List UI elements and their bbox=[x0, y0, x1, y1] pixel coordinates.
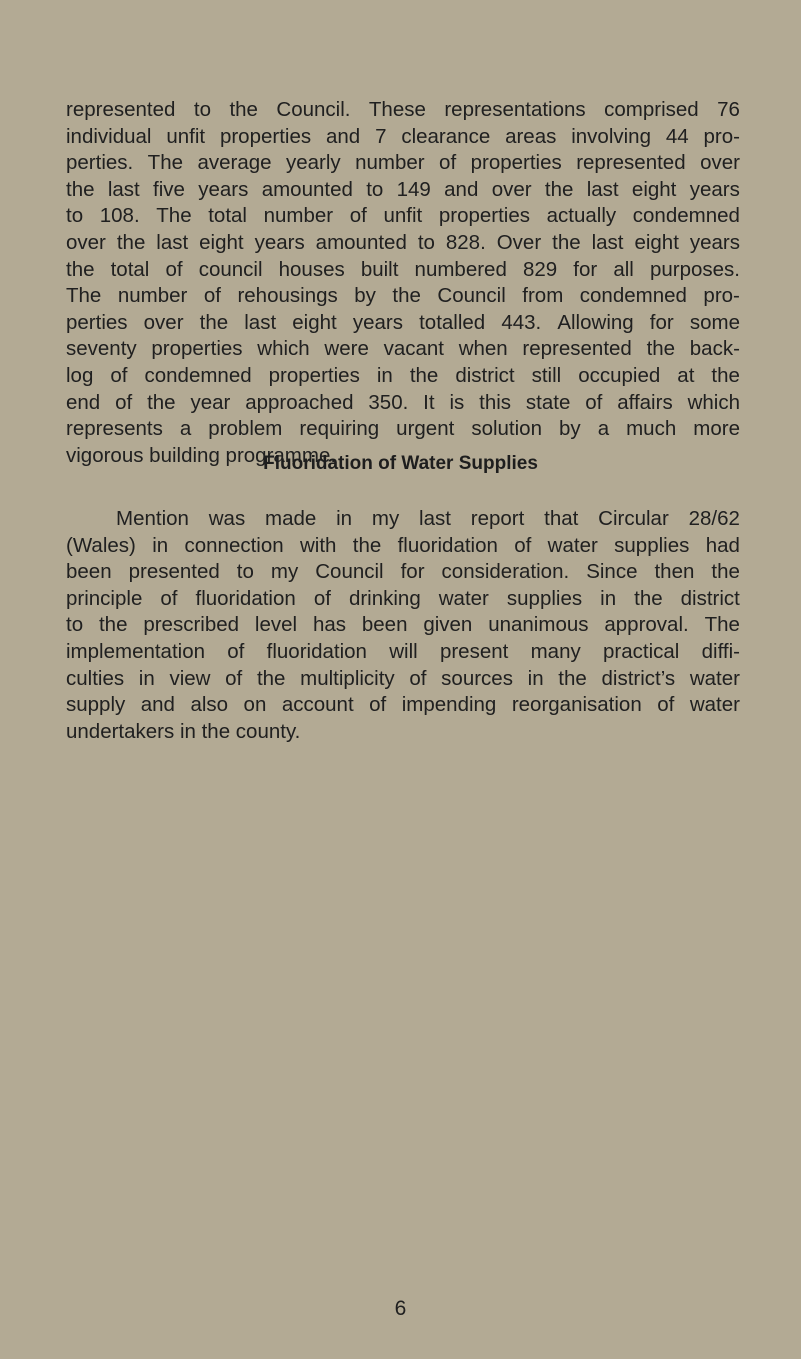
text-line: over the last eight years amounted to 828. Over the last eight years bbox=[66, 230, 740, 254]
text-line: Mention was made in my last report that Circular 28/62 bbox=[116, 507, 740, 530]
text-line: The number of rehousings by the Council from condemned pro- bbox=[66, 284, 740, 308]
text-line: perties. The average yearly number of properties represented over bbox=[66, 151, 740, 175]
text-line: seventy properties which were vacant when represented the back- bbox=[66, 337, 740, 361]
text-line: culties in view of the multiplicity of sources in the district’s water bbox=[66, 666, 740, 690]
text-line: represented to the Council. These representations comprised 76 bbox=[66, 98, 740, 121]
text-line: the total of council houses built numbered 829 for all purposes. bbox=[66, 257, 740, 281]
text-line: supply and also on account of impending reorganisation of water bbox=[66, 693, 740, 717]
text-line: implementation of fluoridation will present many practical diffi- bbox=[66, 639, 740, 663]
text-line: vigorous building programme. bbox=[66, 443, 337, 467]
text-line: to the prescribed level has been given unanimous approval. The bbox=[66, 613, 740, 637]
text-line: individual unfit properties and 7 clearance areas involving 44 pro- bbox=[66, 124, 740, 148]
body-paragraph-fluoridation bbox=[66, 506, 740, 745]
body-paragraph-housing bbox=[66, 97, 740, 469]
text-line: principle of fluoridation of drinking water supplies in the district bbox=[66, 586, 740, 610]
text-line: perties over the last eight years totalled 443. Allowing for some bbox=[66, 310, 740, 334]
text-line: been presented to my Council for consideration. Since then the bbox=[66, 560, 740, 584]
text-line: log of condemned properties in the district still occupied at the bbox=[66, 363, 740, 387]
text-line: (Wales) in connection with the fluoridation of water supplies had bbox=[66, 533, 740, 557]
page-number: 6 bbox=[394, 1297, 407, 1320]
section-heading: Fluoridation of Water Supplies bbox=[263, 453, 538, 474]
text-line: the last five years amounted to 149 and over the last eight years bbox=[66, 177, 740, 201]
text-line: represents a problem requiring urgent solution by a much more bbox=[66, 417, 740, 441]
text-line: undertakers in the county. bbox=[66, 719, 301, 743]
text-line: to 108. The total number of unfit properties actually condemned bbox=[66, 204, 740, 228]
text-line: end of the year approached 350. It is this state of affairs which bbox=[66, 390, 740, 414]
